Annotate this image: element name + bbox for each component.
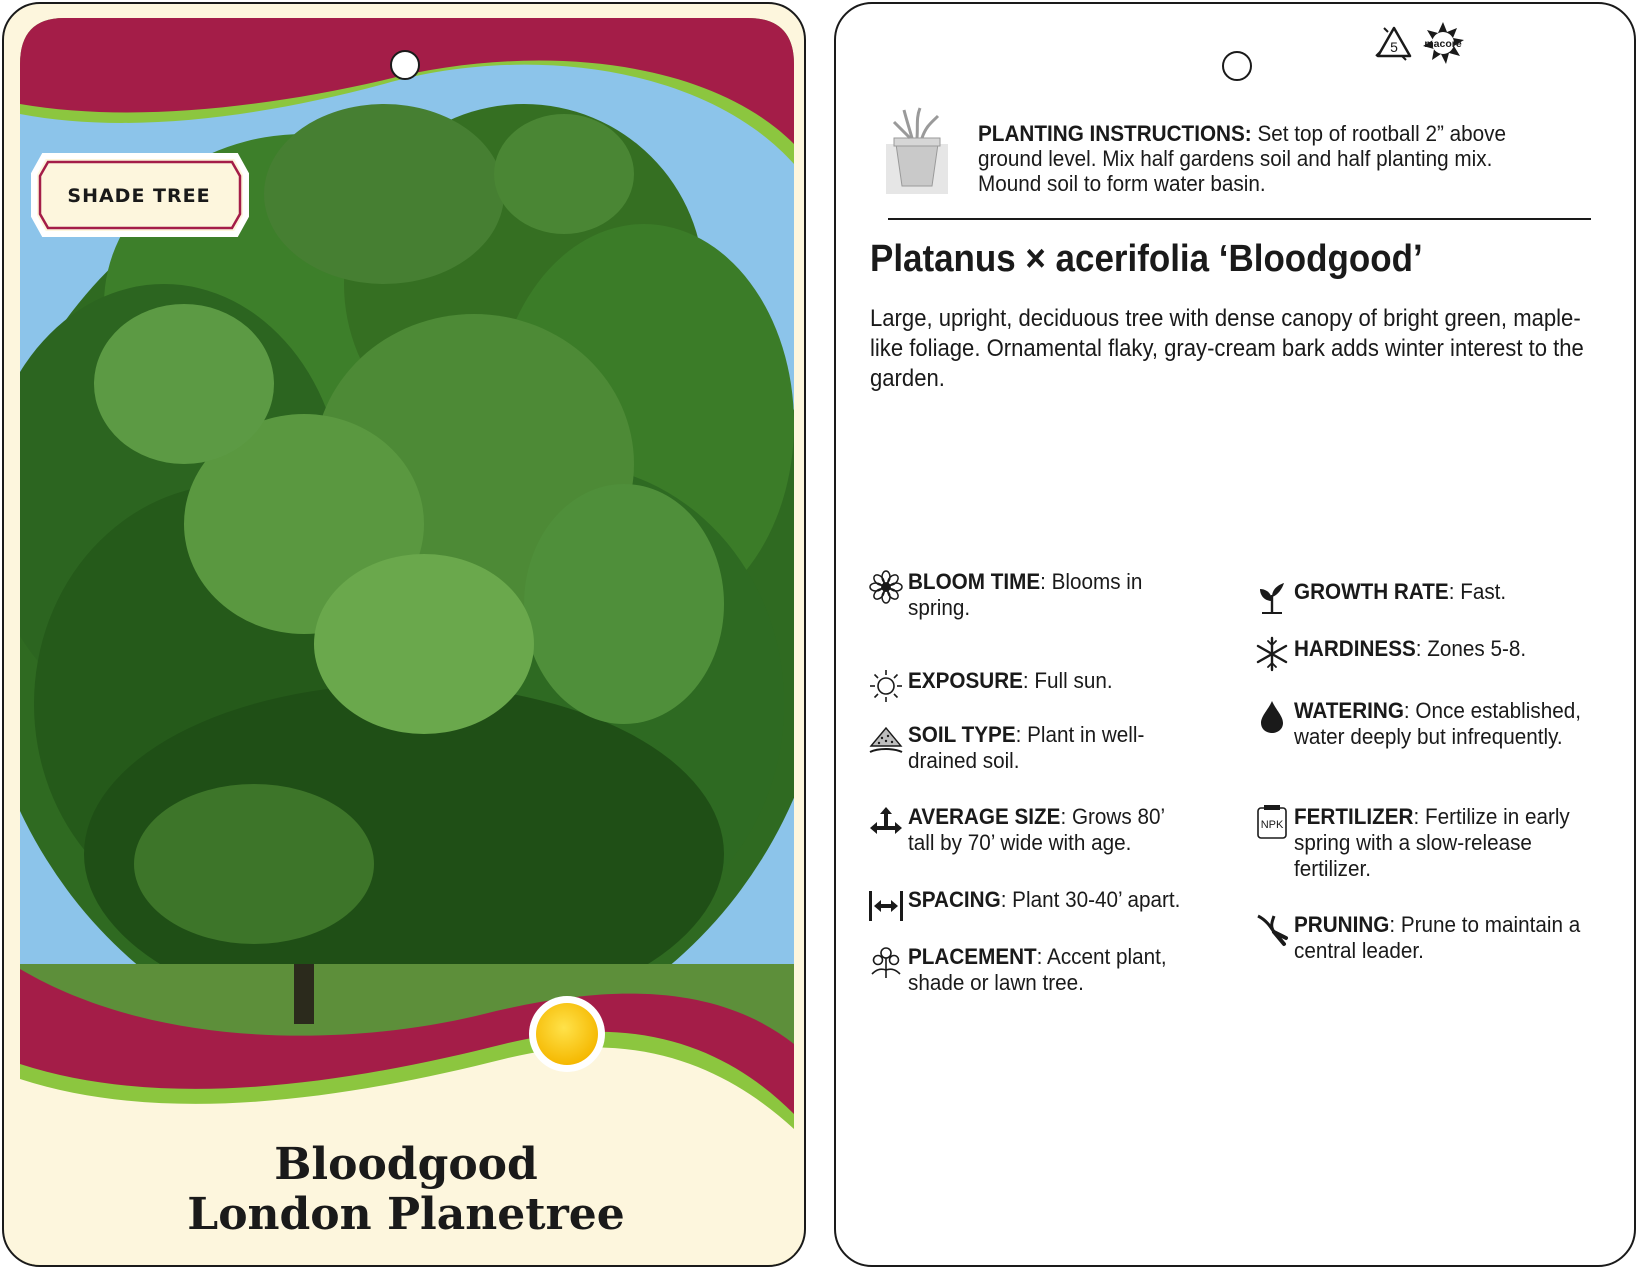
average-size-label: AVERAGE SIZE <box>908 804 1061 829</box>
recycle-icon <box>1374 24 1414 64</box>
recycle-code: 5 <box>1390 39 1398 55</box>
watering-label: WATERING <box>1294 698 1404 723</box>
hardiness-label: HARDINESS <box>1294 636 1416 661</box>
planting-instructions-text: Set top of rootball 2” above ground level. Mix half gardens soil and half planting mix. Mound soil to form water basin. <box>978 121 1507 196</box>
soil-icon <box>868 722 904 758</box>
botanical-name: Platanus × acerifolia ‘Bloodgood’ <box>870 238 1423 280</box>
macore-logo-text: macore <box>1424 38 1462 50</box>
size-arrows-icon <box>868 804 904 840</box>
bloom-time-label: BLOOM TIME <box>908 569 1041 594</box>
placement-icon <box>868 944 904 980</box>
average-size-text: : Grows 80’ tall by 70’ wide with age. <box>908 804 1165 855</box>
common-name-line2: London Planetree <box>187 1189 625 1240</box>
npk-icon <box>1254 804 1290 840</box>
water-drop-icon <box>1254 698 1290 734</box>
sprout-icon <box>1254 579 1290 615</box>
planting-pot-icon <box>882 104 952 196</box>
pruners-icon <box>1254 912 1290 948</box>
snowflake-icon <box>1254 636 1290 672</box>
exposure-text: : Full sun. <box>1022 668 1113 693</box>
planting-instructions <box>978 121 1558 196</box>
pruning-label: PRUNING <box>1294 912 1390 937</box>
hardiness-text: : Zones 5-8. <box>1415 636 1527 661</box>
bloom-time-text: : Blooms in spring. <box>908 569 1143 620</box>
spacing-icon <box>868 887 904 923</box>
back-tag <box>834 2 1636 1267</box>
fertilizer-label: FERTILIZER <box>1294 804 1414 829</box>
category-badge <box>34 156 244 236</box>
fertilizer-text: : Fertilize in early spring with a slow-release fertilizer. <box>1294 804 1570 881</box>
soil-type-label: SOIL TYPE <box>908 722 1016 747</box>
plant-description: Large, upright, deciduous tree with dense canopy of bright green, maple-like foliage. Ornamental flaky, gray-cream bark adds winter interest to the garden. <box>870 305 1584 392</box>
planting-instructions-label: PLANTING INSTRUCTIONS: <box>978 121 1252 146</box>
trunk <box>294 964 314 1024</box>
hang-hole <box>1222 51 1252 81</box>
macore-logo <box>1416 20 1470 66</box>
common-name-line1: Bloodgood <box>274 1139 538 1190</box>
pruning-text: : Prune to maintain a central leader. <box>1294 912 1581 963</box>
front-tag <box>2 2 806 1267</box>
placement-text: : Accent plant, shade or lawn tree. <box>908 944 1167 995</box>
growth-rate-text: : Fast. <box>1448 579 1507 604</box>
hang-hole <box>390 50 420 80</box>
watering-text: : Once established, water deeply but infrequently. <box>1294 698 1581 749</box>
spacing-text: : Plant 30-40’ apart. <box>1000 887 1181 912</box>
flower-icon <box>868 569 904 605</box>
full-sun-dot-icon <box>536 1003 598 1065</box>
growth-rate-label: GROWTH RATE <box>1294 579 1449 604</box>
sun-icon <box>868 668 904 704</box>
placement-label: PLACEMENT <box>908 944 1037 969</box>
soil-type-text: : Plant in well-drained soil. <box>908 722 1145 773</box>
spacing-label: SPACING <box>908 887 1001 912</box>
category-badge-text: SHADE TREE <box>67 185 211 207</box>
exposure-label: EXPOSURE <box>908 668 1023 693</box>
npk-text: NPK <box>1260 819 1284 831</box>
tree-canopy <box>4 104 806 1064</box>
divider-rule <box>888 218 1591 220</box>
